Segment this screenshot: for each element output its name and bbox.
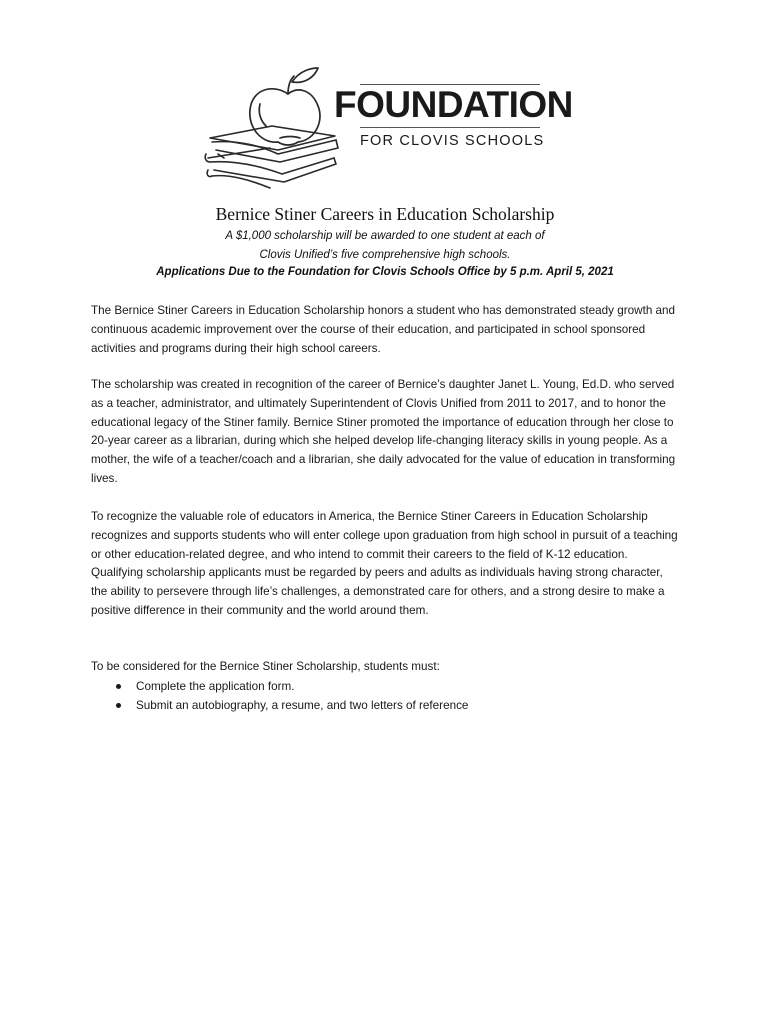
subtitle-line-1: A $1,000 scholarship will be awarded to one student at each of [225, 230, 545, 242]
document-title: Bernice Stiner Careers in Education Scholarship [215, 204, 555, 224]
paragraph-requirements-intro: To be considered for the Bernice Stiner Scholarship, students must: [91, 660, 440, 673]
requirements-list [114, 677, 468, 715]
list-item [114, 677, 468, 696]
paragraph-honors: The Bernice Stiner Careers in Education Scholarship honors a student who has demonstrated steady growth and continuous academic improvement over the course of their education, and participated in school sponsored activities and programs during their high school careers. [91, 304, 676, 355]
requirement-text: Complete the application form. [136, 680, 295, 693]
apple-books-icon [200, 58, 340, 198]
logo-wordmark: FOUNDATION [334, 84, 573, 125]
logo-subtitle: FOR CLOVIS SCHOOLS [360, 133, 545, 149]
logo-rule-bottom [360, 127, 540, 128]
bullet-icon [116, 703, 121, 708]
subtitle-line-2: Clovis Unified’s five comprehensive high schools. [259, 249, 511, 261]
bullet-icon [116, 684, 121, 689]
paragraph-history: The scholarship was created in recognition of the career of Bernice’s daughter Janet L. Young, Ed.D. who served as a teacher, administrator, and ultimately Superintendent of Clovis Unified from 2011 to 2017, and to honor the educational legacy of the Stiner family. Bernice Stiner promoted the importance of education through her close to 20-year career as a librarian, during which she helped develop life-changing literacy skills in young people. As a mother, the wife of a teacher/coach and a librarian, she daily advocated for the value of education in transforming lives. [91, 378, 676, 485]
requirement-text: Submit an autobiography, a resume, and two letters of reference [136, 699, 469, 712]
deadline-notice: Applications Due to the Foundation for Clovis Schools Office by 5 p.m. April 5, 2021 [156, 266, 614, 278]
paragraph-eligibility: To recognize the valuable role of educators in America, the Bernice Stiner Careers in Education Scholarship recognizes and supports students who will enter college upon graduation from high school in pursuit of a teaching or other education-related degree, and who intend to commit their careers to the field of K-12 education. Qualifying scholarship applicants must be regarded by peers and adults as individuals having strong character, the ability to persevere through life’s challenges, a demonstrated care for others, and a strong desire to make a positive difference in their community and the world around them. [91, 510, 678, 617]
list-item [114, 696, 468, 715]
foundation-logo [200, 58, 580, 198]
